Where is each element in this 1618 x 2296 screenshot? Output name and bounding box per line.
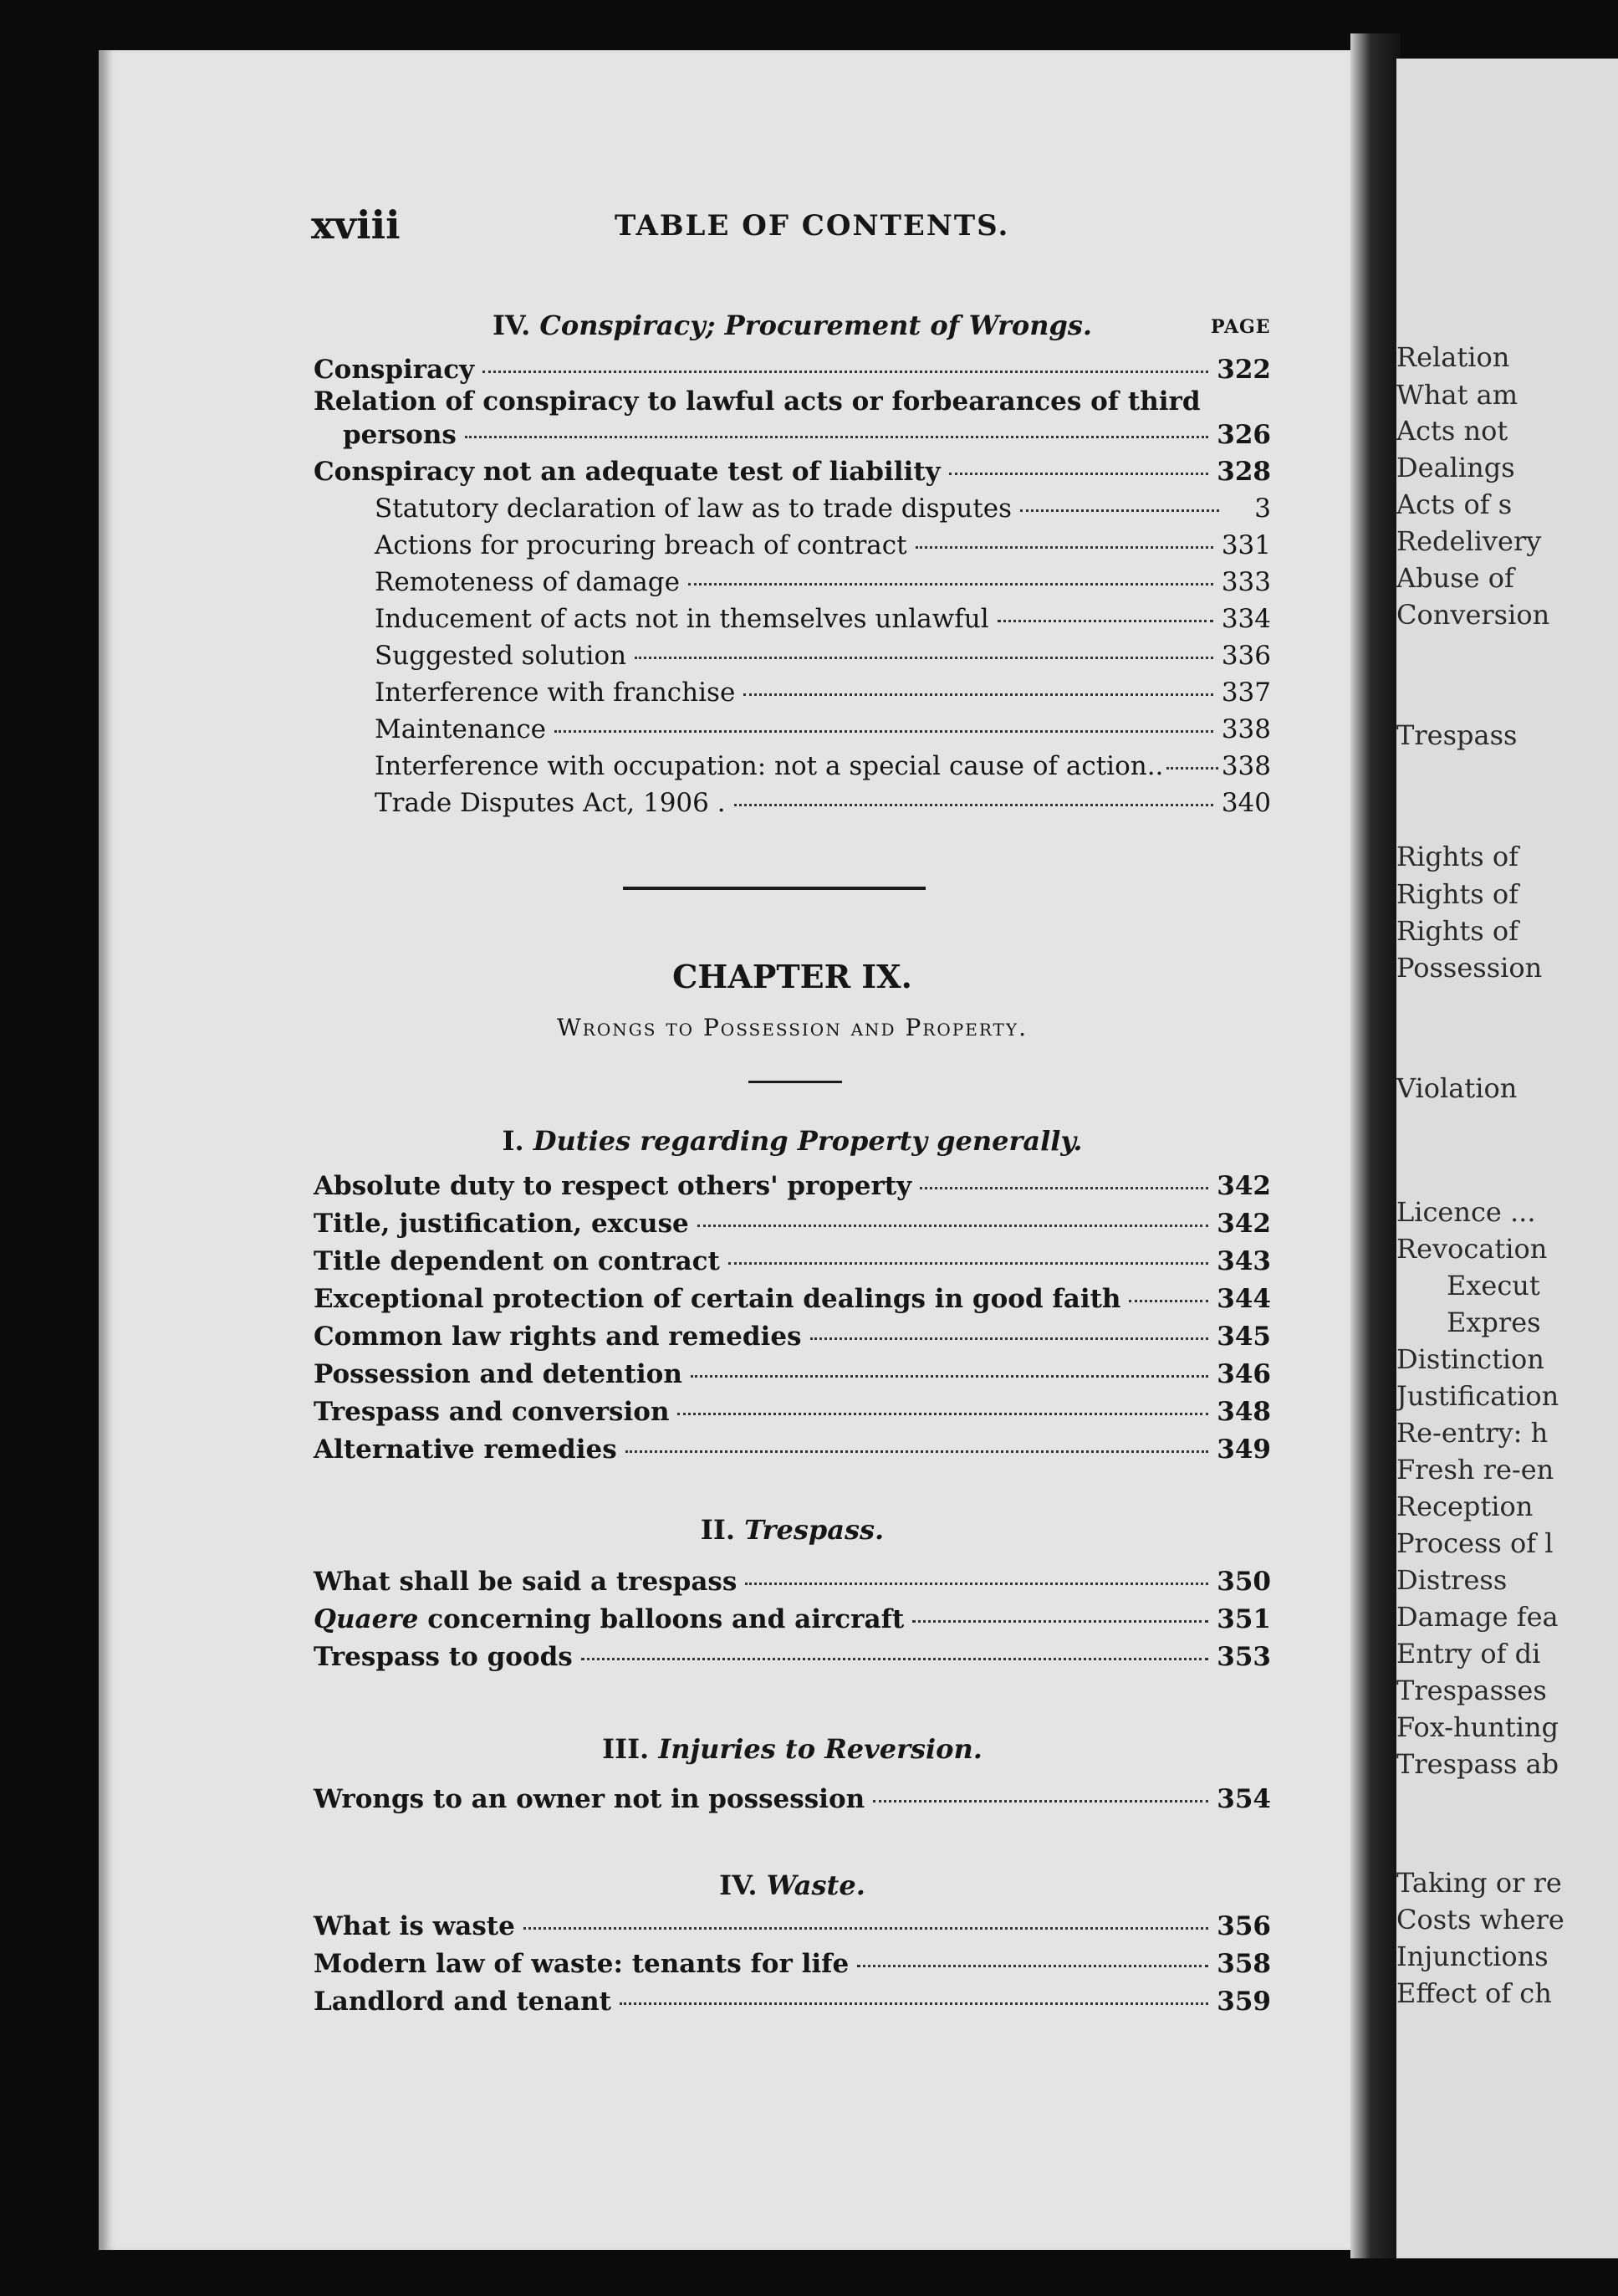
right-line: Process of l <box>1396 1527 1554 1559</box>
toc-entry <box>314 1642 1271 1677</box>
right-line: Acts not <box>1396 415 1508 447</box>
entry-page: 326 <box>1217 420 1271 450</box>
entry-page: 340 <box>1221 788 1271 818</box>
entry-page: 338 <box>1221 714 1271 744</box>
entry-text: Title dependent on contract <box>314 1246 720 1276</box>
book-spine <box>1350 33 1401 2258</box>
section-heading <box>314 309 1271 341</box>
entry-text: What is waste <box>314 1911 515 1941</box>
section-heading <box>314 1125 1271 1157</box>
entry-text: concerning balloons and aircraft <box>418 1604 905 1634</box>
toc-entry <box>375 604 1271 639</box>
entry-page: 336 <box>1221 641 1271 671</box>
right-line: Trespass ab <box>1396 1748 1559 1780</box>
entry-text: Remoteness of damage <box>375 567 680 597</box>
section-title: Conspiracy; Procurement of Wrongs. <box>539 309 1093 341</box>
toc-entry <box>314 355 1271 390</box>
right-line: Dealings <box>1396 452 1515 483</box>
section-heading <box>314 1869 1271 1901</box>
right-line: Damage fea <box>1396 1601 1559 1633</box>
right-line: Rights of <box>1396 915 1518 947</box>
toc-entry <box>314 1784 1271 1819</box>
toc-entry <box>375 751 1271 786</box>
right-line: Entry of di <box>1396 1638 1541 1670</box>
toc-entry <box>314 1359 1271 1394</box>
toc-entry <box>314 1911 1271 1946</box>
entry-page: 342 <box>1217 1209 1271 1239</box>
entry-text: persons <box>343 420 457 450</box>
right-line: Conversion <box>1396 599 1550 631</box>
section-heading <box>314 1514 1271 1546</box>
right-line: Trespass <box>1396 719 1518 751</box>
right-line: Expres <box>1447 1307 1541 1338</box>
right-line: Fox-hunting <box>1396 1711 1559 1743</box>
entry-page: 348 <box>1217 1397 1271 1427</box>
entry-page: 343 <box>1217 1246 1271 1276</box>
toc-entry <box>314 1284 1271 1319</box>
entry-text: Possession and detention <box>314 1359 682 1389</box>
entry-page: 350 <box>1217 1567 1271 1597</box>
entry-text: Wrongs to an owner not in possession <box>314 1784 865 1814</box>
section-title: Injuries to Reversion. <box>658 1733 983 1765</box>
entry-text: Maintenance <box>375 714 547 744</box>
right-line: Violation <box>1396 1072 1518 1104</box>
entry-page: 358 <box>1217 1949 1271 1979</box>
right-line: Distress <box>1396 1564 1508 1596</box>
page-title: TABLE OF CONTENTS. <box>615 209 1010 243</box>
divider <box>623 887 926 890</box>
toc-entry <box>314 457 1271 492</box>
toc-entry <box>343 420 1271 455</box>
entry-text: Exceptional protection of certain dealings in good faith <box>314 1284 1121 1314</box>
right-line: Acts of s <box>1396 488 1513 520</box>
right-line: Trespasses <box>1396 1675 1547 1706</box>
entry-page: 345 <box>1217 1322 1271 1352</box>
section-title: Duties regarding Property generally. <box>533 1125 1083 1157</box>
entry-text: Suggested solution <box>375 641 627 671</box>
right-line: Execut <box>1447 1270 1540 1301</box>
entry-text: Absolute duty to respect others' property <box>314 1171 912 1201</box>
toc-entry <box>375 530 1271 565</box>
right-line: Injunctions <box>1396 1941 1549 1972</box>
chapter-title: CHAPTER IX. <box>672 958 912 995</box>
entry-text: Conspiracy not an adequate test of liability <box>314 457 941 487</box>
divider <box>748 1081 842 1083</box>
section-number: I. <box>502 1125 524 1157</box>
entry-page: 337 <box>1221 678 1271 708</box>
right-line: Fresh re-en <box>1396 1454 1554 1485</box>
section-heading <box>314 1733 1271 1765</box>
toc-entry <box>314 1567 1271 1602</box>
right-line: Relation <box>1396 341 1510 373</box>
right-line: Taking or re <box>1396 1867 1562 1899</box>
entry-text-em: Quaere <box>314 1604 419 1634</box>
right-line: Rights of <box>1396 878 1518 910</box>
right-line: Abuse of <box>1396 562 1514 594</box>
right-line: Redelivery <box>1396 525 1542 557</box>
entry-text: Inducement of acts not in themselves unlawful <box>375 604 989 634</box>
toc-entry <box>375 493 1271 529</box>
toc-entry <box>375 714 1271 749</box>
entry-text: Trespass and conversion <box>314 1397 670 1427</box>
toc-entry <box>314 1322 1271 1357</box>
section-number: IV. <box>492 309 531 341</box>
entry-text: What shall be said a trespass <box>314 1567 738 1597</box>
right-line: What am <box>1396 379 1518 411</box>
right-line: Revocation <box>1396 1233 1548 1265</box>
entry-text: Title, justification, excuse <box>314 1209 689 1239</box>
entry-page: 351 <box>1217 1604 1271 1634</box>
entry-text: Interference with franchise <box>375 678 736 708</box>
toc-entry <box>375 641 1271 676</box>
section-number: II. <box>700 1514 735 1546</box>
toc-entry <box>314 1397 1271 1432</box>
entry-page: 3 <box>1254 493 1271 524</box>
toc-entry <box>375 788 1271 823</box>
entry-page: 328 <box>1217 457 1271 487</box>
page-column-label: PAGE <box>1211 316 1271 338</box>
page-number: xviii <box>311 202 401 248</box>
section-number: III. <box>602 1733 650 1765</box>
entry-text: Statutory declaration of law as to trade disputes <box>375 493 1012 524</box>
toc-entry <box>314 1987 1271 2022</box>
entry-page: 349 <box>1217 1434 1271 1465</box>
entry-page: 338 <box>1221 751 1271 781</box>
right-line: Costs where <box>1396 1904 1564 1935</box>
right-line: Reception <box>1396 1491 1534 1522</box>
toc-entry <box>375 567 1271 602</box>
toc-entry <box>314 1949 1271 1984</box>
toc-entry <box>314 1604 1271 1639</box>
entry-text: Trespass to goods <box>314 1642 573 1672</box>
entry-page: 353 <box>1217 1642 1271 1672</box>
entry-page: 342 <box>1217 1171 1271 1201</box>
chapter-subtitle: Wrongs to Possession and Property. <box>557 1014 1028 1041</box>
right-page <box>1396 59 1618 2258</box>
right-line: Re-entry: h <box>1396 1417 1549 1449</box>
entry-page: 344 <box>1217 1284 1271 1314</box>
entry-text: Actions for procuring breach of contract <box>375 530 907 560</box>
toc-entry <box>314 1171 1271 1206</box>
section-title: Waste. <box>766 1869 865 1901</box>
entry-text: Modern law of waste: tenants for life <box>314 1949 850 1979</box>
right-line: Justification <box>1396 1380 1559 1412</box>
toc-entry <box>314 1434 1271 1470</box>
entry-text: Trade Disputes Act, 1906 . <box>375 788 726 818</box>
entry-page: 331 <box>1221 530 1271 560</box>
right-line: Effect of ch <box>1396 1977 1552 2009</box>
right-line: Possession <box>1396 952 1543 984</box>
entry-page: 333 <box>1221 567 1271 597</box>
entry-page: 334 <box>1221 604 1271 634</box>
entry-text: Landlord and tenant <box>314 1987 611 2017</box>
entry-text: Interference with occupation: not a special cause of action.. <box>375 751 1164 781</box>
right-line: Licence ... <box>1396 1196 1536 1228</box>
entry-page: 356 <box>1217 1911 1271 1941</box>
entry-text: Relation of conspiracy to lawful acts or forbearances of third <box>314 386 1201 417</box>
right-line: Distinction <box>1396 1343 1544 1375</box>
entry-text: Common law rights and remedies <box>314 1322 802 1352</box>
entry-text: Conspiracy <box>314 355 475 385</box>
entry-page: 322 <box>1217 355 1271 385</box>
toc-entry <box>314 1246 1271 1281</box>
section-number: IV. <box>719 1869 758 1901</box>
toc-entry <box>375 678 1271 713</box>
entry-page: 346 <box>1217 1359 1271 1389</box>
entry-text: Alternative remedies <box>314 1434 617 1465</box>
entry-page: 354 <box>1217 1784 1271 1814</box>
right-line: Rights of <box>1396 841 1518 872</box>
section-title: Trespass. <box>744 1514 885 1546</box>
entry-page: 359 <box>1217 1987 1271 2017</box>
toc-entry <box>314 1209 1271 1244</box>
